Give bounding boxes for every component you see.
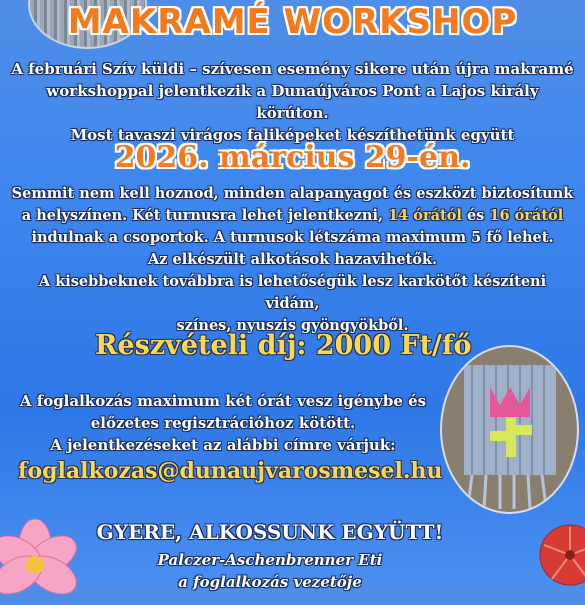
participation-fee bbox=[95, 330, 472, 361]
fee-label: Részvételi díj: bbox=[95, 330, 307, 361]
call-to-action: GYERE, ALKOSSUNK EGYÜTT! bbox=[96, 520, 444, 544]
organizer-name: Palczer-Aschenbrenner Eti bbox=[157, 551, 383, 569]
registration-line-1: A foglalkozás maximum két órát vesz igénybe és bbox=[19, 392, 427, 410]
fee-value: 2000 Ft/fő bbox=[315, 330, 472, 361]
organizer-role: a foglalkozás vezetője bbox=[178, 573, 362, 591]
details-line-2 bbox=[10, 205, 575, 227]
event-date: 2026. március 29-én. bbox=[114, 140, 471, 175]
macrame-tulip-photo bbox=[440, 345, 579, 514]
details-line-2a: a helyszínen. Két turnusra lehet jelentkezni, bbox=[21, 207, 383, 224]
intro-line-3: Most tavaszi virágos faliképeket készíthetünk együtt bbox=[70, 126, 515, 144]
details-line-1: Semmit nem kell hoznod, minden alapanyagot és eszközt biztosítunk bbox=[11, 185, 574, 202]
time-slot-2: 16 órától bbox=[489, 207, 564, 224]
intro-line-2: workshoppal jelentkezik a Dunaújváros Pont a Lajos király körúton. bbox=[46, 82, 539, 122]
pink-flower-icon bbox=[0, 515, 90, 605]
details-line-2b: és bbox=[466, 207, 485, 224]
time-slot-1: 14 órától bbox=[388, 207, 462, 224]
workshop-title: MAKRAMÉ WORKSHOP bbox=[67, 2, 518, 42]
registration-line-3: A jelentkezéseket az alábbi címre várjuk: bbox=[50, 436, 396, 454]
registration-text bbox=[18, 390, 428, 456]
details-line-6: színes, nyuszis gyöngyökből. bbox=[176, 317, 409, 334]
registration-email-link[interactable]: foglalkozas@dunaujvarosmesel.hu bbox=[18, 458, 443, 484]
registration-line-2: előzetes regisztrációhoz kötött. bbox=[90, 414, 356, 432]
details-line-5: A kisebbeknek továbbra is lehetőségük lesz karkötőt készíteni vidám, bbox=[38, 273, 547, 312]
macrame-tulip-graphic bbox=[442, 347, 577, 512]
details-text bbox=[10, 183, 575, 337]
organizer-signature bbox=[70, 549, 470, 593]
details-line-3: indulnak a csoportok. A turnusok létszáma maximum 5 fő lehet. bbox=[31, 229, 554, 246]
red-flower-icon bbox=[530, 515, 585, 590]
intro-text bbox=[10, 58, 575, 146]
intro-line-1: A februári Szív küldi – szívesen esemény sikere után újra makramé bbox=[11, 60, 574, 78]
details-line-4: Az elkészült alkotások hazavihetők. bbox=[147, 251, 438, 268]
